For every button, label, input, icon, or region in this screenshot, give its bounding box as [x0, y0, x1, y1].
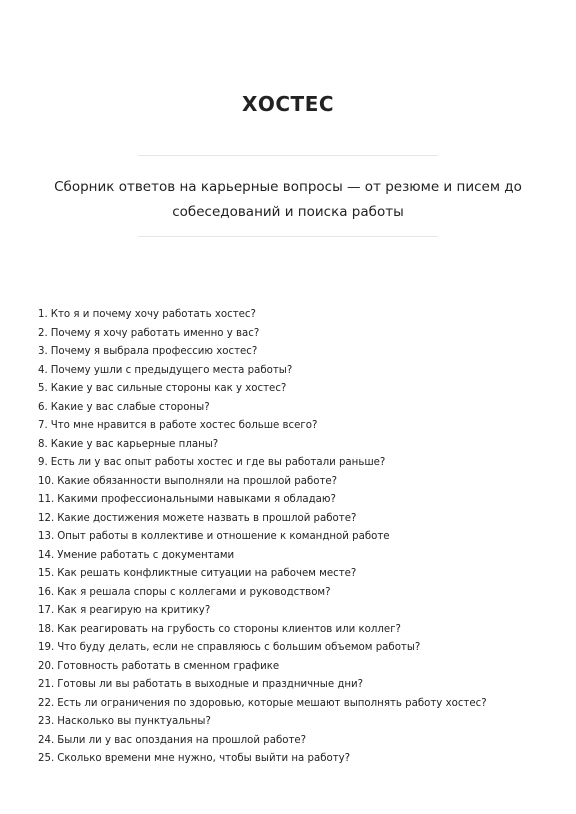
question-item: [38, 491, 548, 510]
page-title: ХОСТЕС: [241, 92, 335, 116]
question-item: [38, 325, 548, 344]
question-item: [38, 306, 548, 325]
question-text: Какие у вас карьерные планы?: [50, 438, 219, 450]
question-item: [38, 380, 548, 399]
question-number: 22.: [38, 697, 55, 709]
question-item: [38, 732, 548, 751]
question-item: [38, 399, 548, 418]
question-text: Почему ушли с предыдущего места работы?: [50, 364, 293, 376]
question-number: 18.: [38, 623, 55, 635]
page-subtitle: Сборник ответов на карьерные вопросы — от резюме и писем до собеседований и поиска работы: [54, 179, 522, 220]
question-text: Умение работать с документами: [57, 549, 235, 561]
question-item: [38, 473, 548, 492]
question-number: 20.: [38, 660, 55, 672]
question-number: 23.: [38, 716, 55, 727]
question-item: [38, 695, 548, 714]
title-divider-top: [138, 155, 438, 156]
question-item: [38, 750, 548, 769]
question-item: [38, 602, 548, 621]
question-text: Какие у вас сильные стороны как у хостес?: [50, 383, 287, 394]
question-list: [38, 306, 548, 769]
question-text: Почему я хочу работать именно у вас?: [50, 327, 260, 339]
question-number: 2.: [38, 327, 48, 339]
question-text: Есть ли ограничения по здоровью, которые мешают выполнять работу хостес?: [57, 697, 487, 709]
question-number: 4.: [38, 364, 48, 376]
question-text: Что буду делать, если не справляюсь с большим объемом работы?: [57, 642, 421, 653]
question-text: Что мне нравится в работе хостес больше всего?: [50, 420, 318, 431]
question-text: Как я решала споры с коллегами и руководством?: [57, 586, 331, 598]
question-item: [38, 584, 548, 603]
question-text: Опыт работы в коллективе и отношение к командной работе: [57, 531, 390, 542]
question-number: 12.: [38, 512, 55, 524]
question-number: 8.: [38, 438, 48, 450]
question-number: 3.: [38, 346, 48, 357]
question-text: Готовы ли вы работать в выходные и праздничные дни?: [57, 679, 364, 690]
question-number: 15.: [38, 568, 55, 579]
question-number: 11.: [38, 494, 55, 505]
question-item: [38, 454, 548, 473]
question-number: 7.: [38, 420, 48, 431]
question-number: 5.: [38, 383, 48, 394]
question-number: 21.: [38, 679, 55, 690]
question-number: 14.: [38, 549, 55, 561]
question-number: 19.: [38, 642, 55, 653]
question-item: [38, 417, 548, 436]
question-text: Были ли у вас опоздания на прошлой работе?: [57, 734, 307, 746]
question-number: 1.: [38, 309, 48, 320]
question-item: [38, 713, 548, 732]
question-item: [38, 676, 548, 695]
question-number: 16.: [38, 586, 55, 598]
question-number: 24.: [38, 734, 55, 746]
question-text: Почему я выбрала профессию хостес?: [50, 346, 258, 357]
question-number: 10.: [38, 475, 55, 487]
question-number: 6.: [38, 401, 48, 413]
question-number: 9.: [38, 457, 48, 468]
question-text: Какими профессиональными навыками я обладаю?: [57, 494, 336, 505]
question-text: Есть ли у вас опыт работы хостес и где вы работали раньше?: [50, 457, 386, 468]
question-number: 17.: [38, 605, 55, 616]
question-number: 25.: [38, 753, 55, 764]
question-text: Как решать конфликтные ситуации на рабочем месте?: [57, 568, 357, 579]
question-item: [38, 621, 548, 640]
question-text: Как реагировать на грубость со стороны клиентов или коллег?: [57, 623, 401, 635]
question-text: Какие у вас слабые стороны?: [50, 401, 210, 413]
title-divider-bottom: [138, 236, 438, 237]
question-text: Насколько вы пунктуальны?: [57, 716, 211, 727]
question-text: Какие достижения можете назвать в прошлой работе?: [57, 512, 357, 524]
question-item: [38, 362, 548, 381]
question-text: Готовность работать в сменном графике: [57, 660, 280, 672]
question-item: [38, 658, 548, 677]
question-item: [38, 547, 548, 566]
question-item: [38, 528, 548, 547]
question-item: [38, 436, 548, 455]
question-text: Сколько времени мне нужно, чтобы выйти на работу?: [57, 753, 351, 764]
question-item: [38, 639, 548, 658]
question-text: Кто я и почему хочу работать хостес?: [50, 309, 256, 320]
question-text: Какие обязанности выполняли на прошлой работе?: [57, 475, 338, 487]
question-number: 13.: [38, 531, 55, 542]
question-item: [38, 510, 548, 529]
question-item: [38, 565, 548, 584]
question-text: Как я реагирую на критику?: [57, 605, 211, 616]
question-item: [38, 343, 548, 362]
